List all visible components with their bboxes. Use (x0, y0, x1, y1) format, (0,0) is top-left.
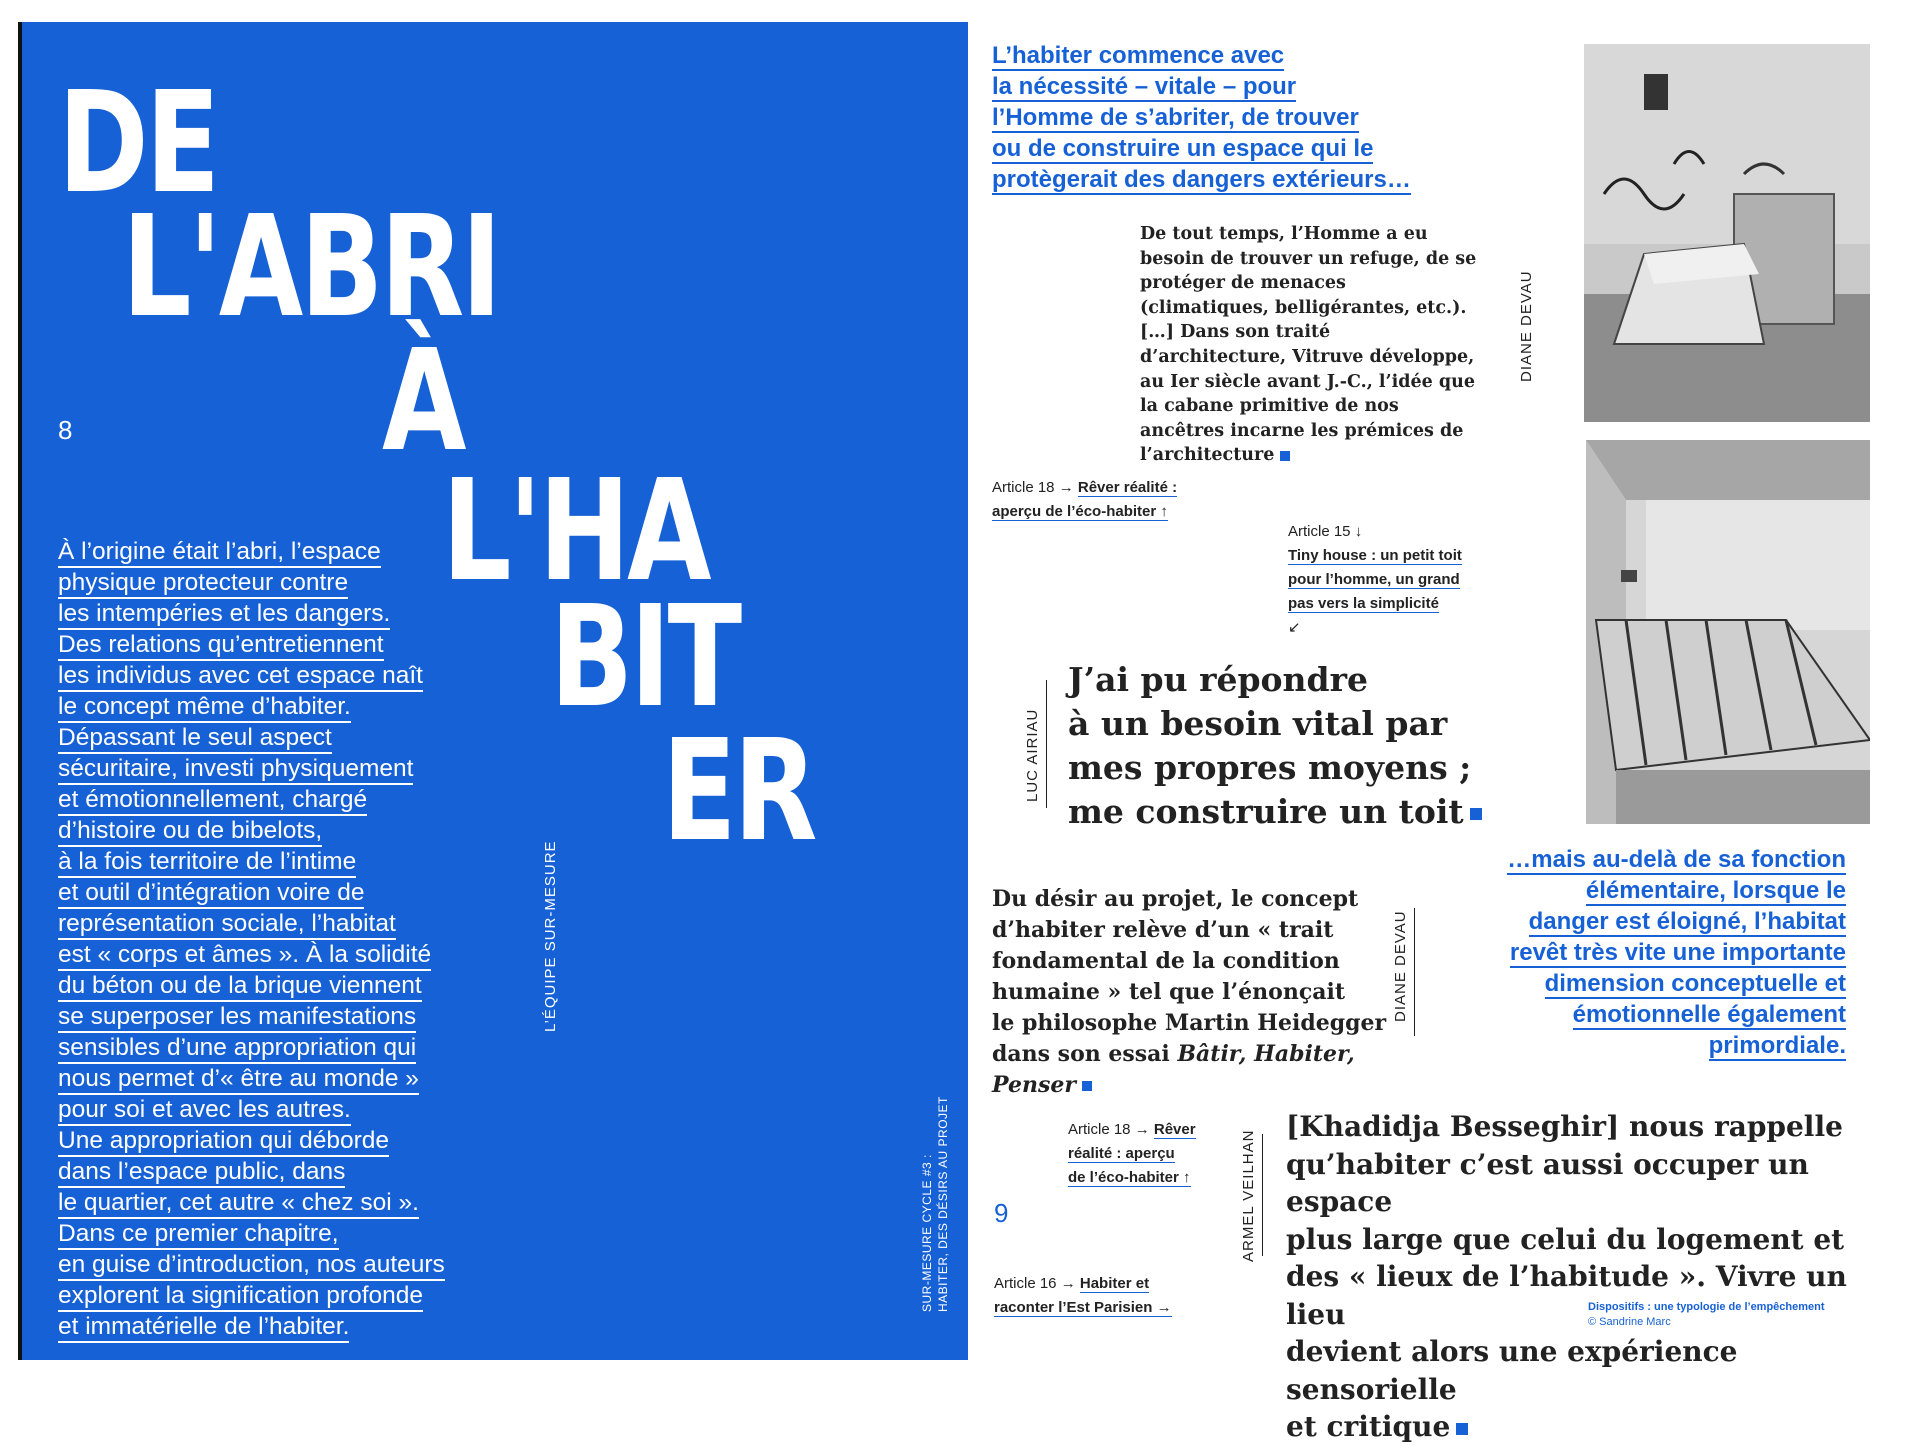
excerpt-line: dans son essai (992, 1041, 1178, 1067)
quote-armel (1286, 1108, 1898, 1446)
intro-line: du béton ou de la brique viennent (58, 972, 422, 1002)
opening-quote-line: ou de construire un espace qui le (992, 135, 1374, 162)
opening-quote-line: L’habiter commence avec (992, 42, 1285, 69)
excerpt-heidegger (992, 884, 1386, 1101)
intro-line: explorent la signification profonde (58, 1282, 423, 1312)
intro-line: le concept même d’habiter. (58, 693, 351, 723)
photo-basement-hatch (1586, 440, 1870, 824)
intro-line: le quartier, cet autre « chez soi ». (58, 1189, 419, 1219)
photo-mattress-graffiti (1584, 44, 1870, 422)
article-title: Rêver réalité : (1077, 479, 1178, 496)
intro-line: représentation sociale, l’habitat (58, 910, 396, 940)
article-link-15[interactable] (1288, 520, 1462, 640)
intro-line: et immatérielle de l’habiter. (58, 1313, 349, 1343)
article-title: Rêver (1153, 1121, 1196, 1138)
intro-line: Dépassant le seul aspect (58, 724, 332, 754)
excerpt-line: le philosophe Martin Heidegger (992, 1010, 1387, 1036)
quote-armel-line: plus large que celui du logement et (1286, 1222, 1845, 1256)
closing-quote-line: émotionnelle également (1572, 1001, 1846, 1028)
author-luc-airiau: LUC AIRIAU (1024, 708, 1041, 802)
intro-line: les individus avec cet espace naît (58, 662, 423, 692)
quote-luc (1068, 658, 1482, 834)
article-link-16[interactable] (994, 1272, 1172, 1320)
closing-quote-line: revêt très vite une importante (1509, 939, 1846, 966)
opening-quote-line: protègerait des dangers extérieurs… (992, 166, 1411, 193)
quote-luc-line: à un besoin vital par (1068, 704, 1448, 743)
article-title: Habiter et (1079, 1275, 1150, 1292)
photo-basement-hatch-image (1586, 440, 1870, 824)
article-title: raconter l’Est Parisien → (994, 1299, 1172, 1316)
quote-armel-line: devient alors une expérience sensorielle (1286, 1335, 1738, 1406)
article-title: pour l’homme, un grand (1288, 571, 1460, 588)
intro-line: se superposer les manifestations (58, 1003, 416, 1033)
intro-line: Une appropriation qui déborde (58, 1127, 389, 1157)
cycle-label-vertical-1: SUR-MESURE CYCLE #3 : (920, 1154, 934, 1312)
article-link-18-bottom[interactable] (1068, 1118, 1196, 1190)
author-rule (1046, 680, 1047, 808)
intro-line: sécuritaire, investi physiquement (58, 755, 413, 785)
intro-line: nous permet d’« être au monde » (58, 1065, 419, 1095)
article-title: aperçu de l’éco-habiter ↑ (992, 503, 1168, 520)
book-title: Penser (992, 1072, 1076, 1098)
article-label: Article 18 → (1068, 1121, 1154, 1138)
excerpt-line: d’habiter relève d’un « trait (992, 917, 1334, 943)
caption-title: Dispositifs : une typologie de l’empêchement (1588, 1301, 1825, 1313)
intro-paragraph (58, 536, 498, 1342)
left-page (22, 22, 968, 1360)
opening-quote (992, 40, 1411, 195)
title-word-de: DE (58, 62, 218, 225)
quote-armel-line: qu’habiter c’est aussi occuper un espace (1286, 1147, 1809, 1218)
author-armel-veilhan: ARMEL VEILHAN (1240, 1129, 1257, 1262)
intro-line: Des relations qu’entretiennent (58, 631, 384, 661)
article-label: Article 16 → (994, 1275, 1080, 1292)
article-link-18-top[interactable] (992, 476, 1177, 524)
intro-line: d’histoire ou de bibelots, (58, 817, 322, 847)
opening-quote-line: la nécessité – vitale – pour (992, 73, 1297, 100)
excerpt-line: humaine » tel que l’énonçait (992, 979, 1345, 1005)
right-page (968, 22, 1898, 1443)
excerpt-line: Du désir au projet, le concept (992, 886, 1359, 912)
author-rule (1262, 1134, 1263, 1256)
quote-armel-line: des « lieux de l’habitude ». Vivre un lieu (1286, 1260, 1847, 1331)
quote-armel-line: et critique (1286, 1410, 1451, 1443)
cycle-label-vertical-2: HABITER, DES DÉSIRS AU PROJET (936, 1096, 950, 1312)
intro-line: Dans ce premier chapitre, (58, 1220, 339, 1250)
quote-luc-line: me construire un toit (1068, 792, 1464, 831)
credit-equipe-vertical: L’ÉQUIPE SUR-MESURE (542, 840, 559, 1032)
intro-line: sensibles d’une appropriation qui (58, 1034, 416, 1064)
article-label: Article 15 ↓ (1288, 523, 1363, 540)
end-mark-icon (1082, 1081, 1092, 1091)
intro-line: et émotionnellement, chargé (58, 786, 367, 816)
intro-line: À l’origine était l’abri, l’espace (58, 538, 381, 568)
quote-luc-line: mes propres moyens ; (1068, 748, 1472, 787)
closing-quote-line: primordiale. (1708, 1032, 1846, 1059)
intro-line: et outil d’intégration voire de (58, 879, 364, 909)
page-number-left: 8 (58, 415, 73, 445)
excerpt-line: fondamental de la condition (992, 948, 1340, 974)
article-title: pas vers la simplicité (1288, 595, 1439, 612)
article-title: réalité : aperçu (1068, 1145, 1175, 1162)
closing-quote-line: …mais au-delà de sa fonction (1507, 846, 1846, 873)
intro-line: les intempéries et les dangers. (58, 600, 390, 630)
photo-mattress-graffiti-image (1584, 44, 1870, 422)
page-number-right: 9 (994, 1198, 1009, 1228)
closing-quote (1408, 844, 1846, 1061)
title-word-er: ER (662, 710, 815, 873)
title-word-lha: L'HA (442, 450, 709, 613)
intro-line: est « corps et âmes ». À la solidité (58, 941, 431, 971)
title-word-bit: BIT (550, 576, 739, 739)
title-word-a: À (382, 320, 464, 483)
intro-line: à la fois territoire de l’intime (58, 848, 356, 878)
article-label: Article 18 → (992, 479, 1078, 496)
end-mark-icon (1280, 451, 1290, 461)
excerpt-vitruve (1140, 222, 1480, 468)
author-diane-devau-2: DIANE DEVAU (1392, 910, 1409, 1022)
closing-quote-line: élémentaire, lorsque le (1585, 877, 1846, 904)
intro-line: pour soi et avec les autres. (58, 1096, 351, 1126)
end-mark-icon (1456, 1423, 1468, 1435)
photo-caption (1588, 1300, 1825, 1330)
quote-luc-line: J’ai pu répondre (1068, 660, 1368, 699)
intro-line: dans l’espace public, dans (58, 1158, 345, 1188)
intro-line: en guise d’introduction, nos auteurs (58, 1251, 445, 1281)
closing-quote-line: danger est éloigné, l’habitat (1528, 908, 1846, 935)
article-title: Tiny house : un petit toit (1288, 547, 1462, 564)
intro-line: physique protecteur contre (58, 569, 348, 599)
end-mark-icon (1470, 808, 1482, 820)
opening-quote-line: l’Homme de s’abriter, de trouver (992, 104, 1359, 131)
closing-quote-line: dimension conceptuelle et (1544, 970, 1846, 997)
title-word-labri: L'ABRI (122, 186, 499, 349)
quote-armel-line: [Khadidja Besseghir] nous rappelle (1286, 1110, 1843, 1143)
caption-credit: © Sandrine Marc (1588, 1316, 1671, 1328)
excerpt-vitruve-text: De tout temps, l’Homme a eu besoin de trouver un refuge, de se protéger de menaces (climatiques, belligérantes, etc.). […] Dans son traité d’architecture, Vitruve développe, au Ier siècle avant J.-C., l’idée que la cabane primitive de nos ancêtres incarne les prémices de l’architecture (1140, 224, 1477, 466)
book-title: Bâtir, Habiter, (1177, 1041, 1355, 1067)
author-diane-devau-1: DIANE DEVAU (1518, 270, 1535, 382)
arrow-icon: ↙ (1288, 619, 1301, 636)
article-title: de l’éco-habiter ↑ (1068, 1169, 1191, 1186)
